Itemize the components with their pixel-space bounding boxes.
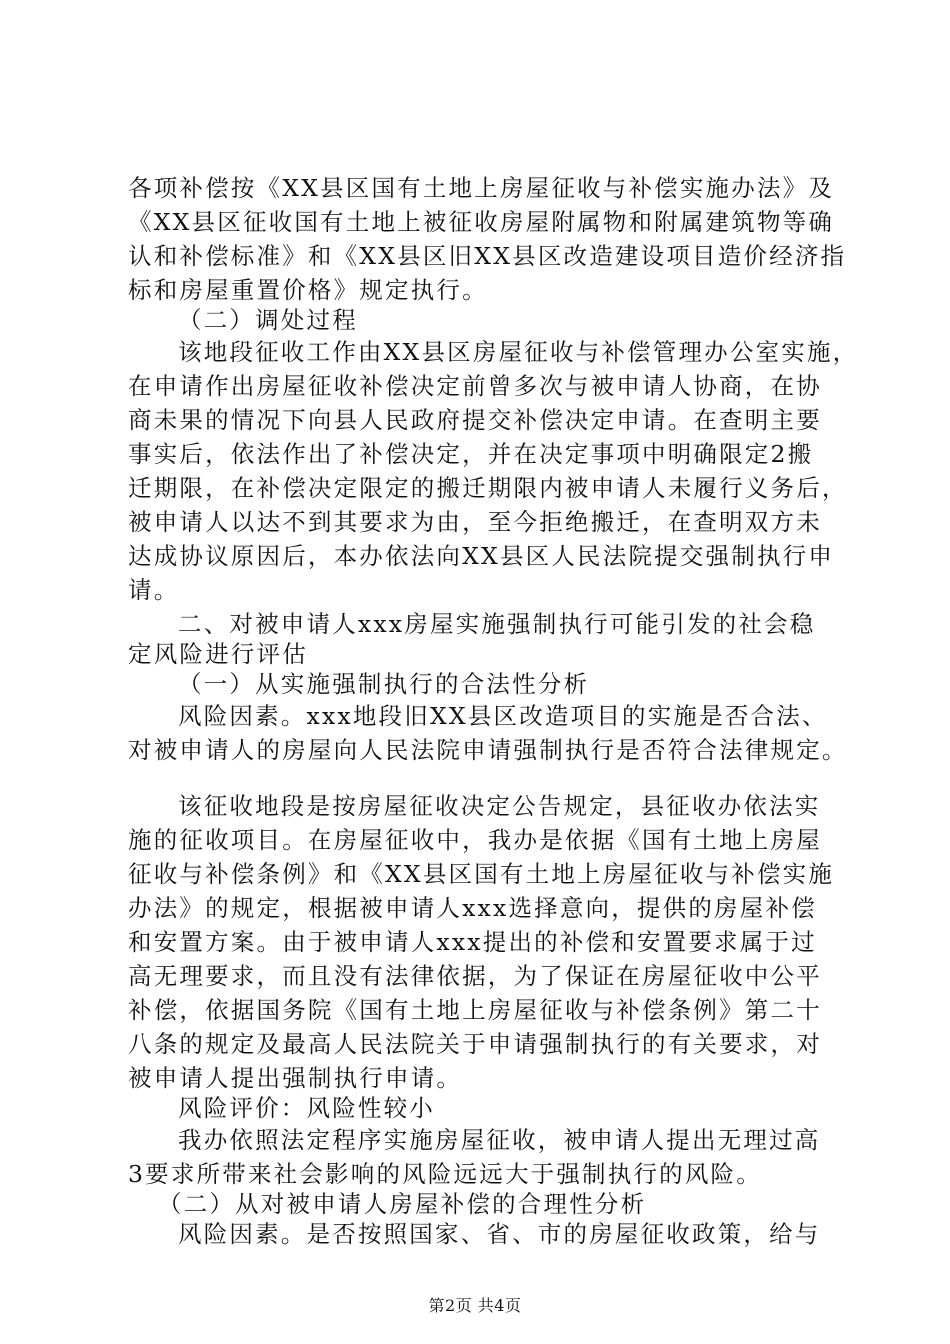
page-number-footer: 第2页 共4页 [428,1296,522,1315]
body-line-7: 在申请作出房屋征收补偿决定前曾多次与被申请人协商，在协 [128,372,822,400]
body-line-10: 迁期限，在补偿决定限定的搬迁期限内被申请人未履行义务后， [128,474,848,502]
body-line-17: 风险因素。xxx地段旧XX县区改造项目的实施是否合法、 [178,702,828,730]
body-line-21: 征收与补偿条例》和《XX县区国有土地上房屋征收与补偿实施 [128,860,835,888]
body-line-24: 高无理要求，而且没有法律依据，为了保证在房屋征收中公平 [128,962,822,990]
body-line-30: 3要求所带来社会影响的风险远远大于强制执行的风险。 [128,1160,762,1188]
section-heading-risk-assessment: 二、对被申请人xxx房屋实施强制执行可能引发的社会稳 [178,610,816,638]
body-line-20: 施的征收项目。在房屋征收中，我办是依据《国有土地上房屋 [128,826,822,854]
body-line-2: 《XX县区征收国有土地上被征收房屋附属物和附属建筑物等确 [128,208,835,236]
subsection-heading-reasonableness: （二）从对被申请人房屋补偿的合理性分析 [158,1190,647,1218]
body-line-19: 该征收地段是按房屋征收决定公告规定，县征收办依法实 [178,792,821,820]
subsection-heading-legality: （一）从实施强制执行的合法性分析 [178,670,590,698]
section-heading-mediation-process: （二）调处过程 [178,306,358,334]
risk-evaluation-line: 风险评价：风险性较小 [178,1094,435,1122]
body-line-4: 标和房屋重置价格》规定执行。 [128,276,488,304]
body-line-3: 认和补偿标准》和《XX县区旧XX县区改造建设项目造价经济指 [128,242,847,270]
body-line-9: 事实后，依法作出了补偿决定，并在决定事项中明确限定2搬 [128,440,814,468]
body-line-12: 达成协议原因后，本办依法向XX县区人民法院提交强制执行申 [128,542,835,570]
body-line-26: 八条的规定及最高人民法院关于申请强制执行的有关要求，对 [128,1030,822,1058]
body-line-29: 我办依照法定程序实施房屋征收，被申请人提出无理过高 [178,1126,821,1154]
body-line-1: 各项补偿按《XX县区国有土地上房屋征收与补偿实施办法》及 [128,174,835,202]
body-line-27: 被申请人提出强制执行申请。 [128,1064,463,1092]
body-line-8: 商未果的情况下向县人民政府提交补偿决定申请。在查明主要 [128,406,822,434]
body-line-22: 办法》的规定，根据被申请人xxx选择意向，提供的房屋补偿 [128,894,817,922]
body-line-32: 风险因素。是否按照国家、省、市的房屋征收政策，给与 [178,1220,821,1248]
section-heading-risk-assessment-cont: 定风险进行评估 [128,640,308,668]
body-line-18: 对被申请人的房屋向人民法院申请强制执行是否符合法律规定。 [128,736,848,764]
body-line-23: 和安置方案。由于被申请人xxx提出的补偿和安置要求属于过 [128,928,817,956]
body-line-25: 补偿，依据国务院《国有土地上房屋征收与补偿条例》第二十 [128,996,822,1024]
body-line-13: 请。 [128,576,180,604]
body-line-11: 被申请人以达不到其要求为由，至今拒绝搬迁，在查明双方未 [128,508,822,536]
body-line-6: 该地段征收工作由XX县区房屋征收与补偿管理办公室实施， [178,338,859,366]
